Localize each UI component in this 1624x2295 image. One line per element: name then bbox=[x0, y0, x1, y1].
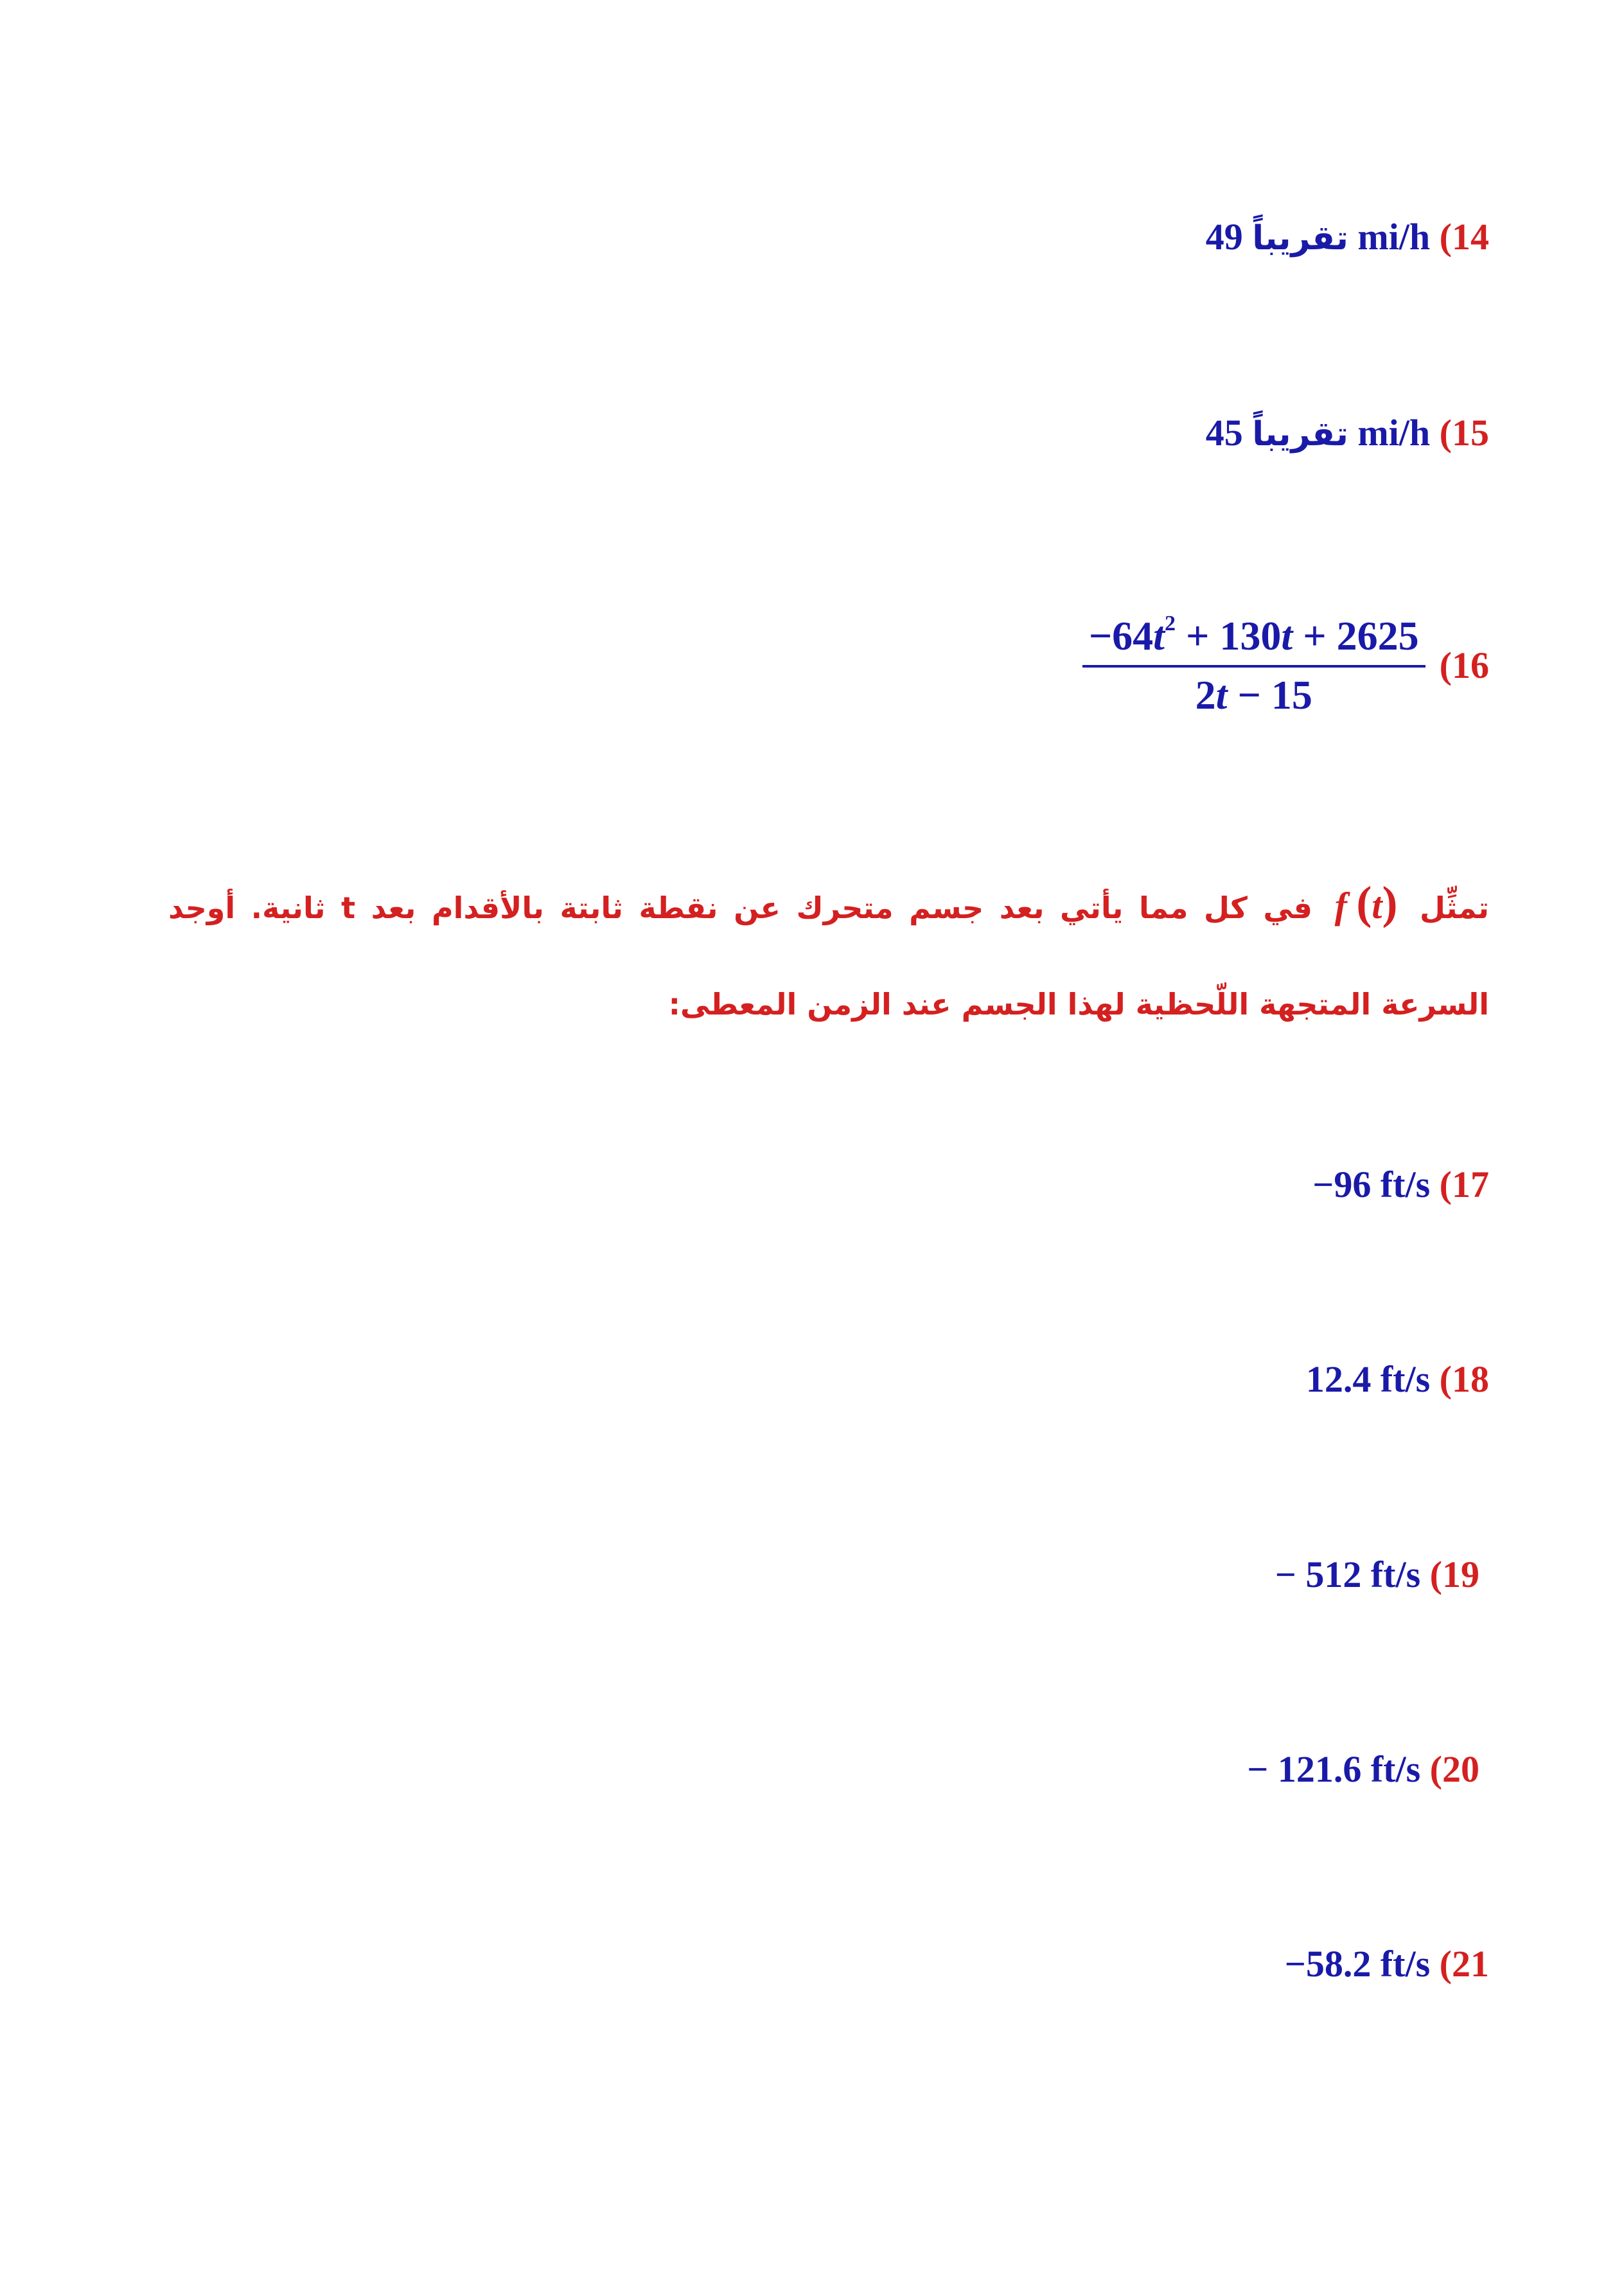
instruction-part2: في كل مما يأتي بعد جسم متحرك عن نقطة ثابتة بالأقدام بعد t ثانية. أوجد السرعة المتجهة اللّحظية لهذا الجسم عند الزمن المعطى: bbox=[168, 891, 1489, 1022]
instruction-part1: تمثِّل bbox=[1420, 891, 1489, 925]
numerator-term1-coef: −64 bbox=[1088, 612, 1154, 659]
answer-15-value: 45 mi/h bbox=[1205, 412, 1431, 454]
numerator-term1-exponent: 2 bbox=[1164, 611, 1176, 635]
function-t: t bbox=[1372, 885, 1382, 926]
answer-item-19 bbox=[1275, 1556, 1479, 1593]
answer-17-value: −96 ft/s bbox=[1312, 1164, 1431, 1205]
answer-15-suffix: تقريباً bbox=[1252, 415, 1348, 454]
answer-item-21 bbox=[1285, 1945, 1489, 1983]
numerator-op2: + bbox=[1293, 612, 1337, 659]
function-paren-open: ( bbox=[1356, 877, 1372, 928]
answer-14-value: 49 mi/h bbox=[1205, 216, 1431, 258]
instruction-paragraph bbox=[168, 855, 1489, 1052]
numerator-term2-var: t bbox=[1281, 612, 1293, 659]
item-number-21: (21 bbox=[1439, 1943, 1489, 1985]
denominator-rest: − 15 bbox=[1227, 671, 1312, 718]
answer-item-17 bbox=[1312, 1166, 1489, 1203]
function-notation bbox=[1328, 855, 1404, 954]
numerator-term2-coef: 130 bbox=[1219, 612, 1282, 659]
denominator-var: t bbox=[1215, 671, 1228, 718]
answer-item-16 bbox=[1082, 607, 1489, 723]
answer-16-fraction bbox=[1082, 612, 1425, 719]
function-f: f bbox=[1334, 885, 1347, 926]
item-number-19: (19 bbox=[1429, 1554, 1479, 1595]
numerator-term3: 2625 bbox=[1336, 612, 1419, 659]
item-number-20: (20 bbox=[1429, 1748, 1479, 1790]
answer-item-18 bbox=[1305, 1358, 1489, 1400]
fraction-numerator bbox=[1082, 612, 1425, 668]
item-number-15: (15 bbox=[1439, 412, 1489, 454]
answer-20-value: − 121.6 ft/s bbox=[1247, 1748, 1421, 1790]
answer-21-value: −58.2 ft/s bbox=[1284, 1943, 1431, 1985]
numerator-term1-var: t bbox=[1153, 612, 1165, 659]
item-number-18: (18 bbox=[1439, 1358, 1489, 1400]
answer-19-value: − 512 ft/s bbox=[1275, 1554, 1421, 1595]
fraction-denominator bbox=[1196, 668, 1312, 719]
answer-18-value: 12.4 ft/s bbox=[1305, 1358, 1431, 1400]
answer-14-suffix: تقريباً bbox=[1252, 219, 1348, 258]
answer-item-20 bbox=[1247, 1748, 1479, 1790]
answer-item-14 bbox=[1206, 218, 1489, 256]
item-number-17: (17 bbox=[1439, 1164, 1489, 1205]
item-number-16: (16 bbox=[1439, 644, 1489, 686]
denominator-coef: 2 bbox=[1195, 671, 1216, 718]
item-number-14: (14 bbox=[1439, 216, 1489, 258]
function-paren-close: ) bbox=[1382, 877, 1398, 928]
answer-item-15 bbox=[1206, 414, 1489, 452]
numerator-op1: + bbox=[1175, 612, 1220, 659]
